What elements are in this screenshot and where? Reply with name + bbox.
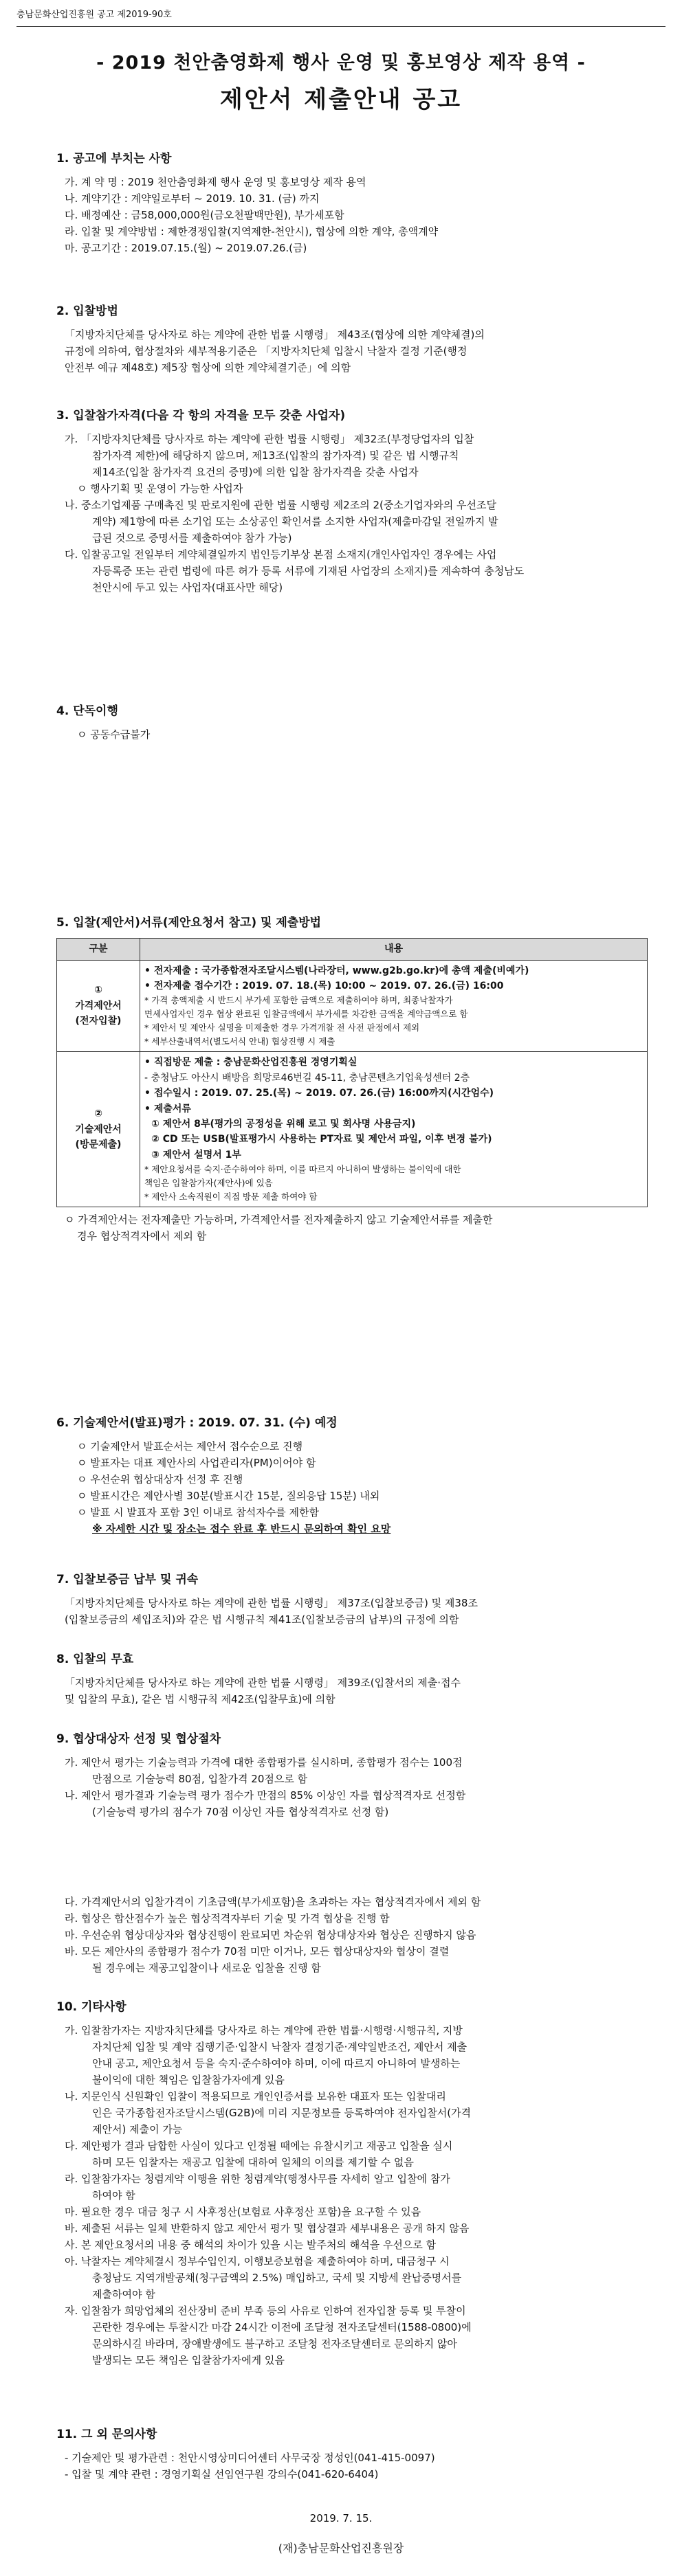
section-4 (56, 702, 648, 743)
table-row (57, 1052, 648, 1207)
s10-line: 다. 제안평가 결과 담합한 사실이 있다고 인정될 때에는 유찰시키고 재공고 입찰을 실시 (65, 2140, 453, 2153)
s11-line: - 기술제안 및 평가관련 : 천안시영상미디어센터 사무국장 정성인(041-415-0097) (65, 2452, 435, 2465)
table-line: ③ 제안서 설명서 1부 (151, 1149, 241, 1161)
section-11-heading: 11. 그 외 문의사항 (56, 2428, 157, 2441)
s1-item: 다. 배정예산 : 금58,000,000원(금오천팔백만원), 부가세포함 (65, 209, 344, 222)
table-header-row (57, 939, 648, 960)
section-1-heading: 1. 공고에 부치는 사항 (56, 152, 172, 166)
s9-da-line: 바. 모든 제안사의 종합평가 점수가 70점 미만 이거나, 모든 협상대상자와 협상이 결렬 (65, 1945, 450, 1958)
s3-ga-sub: ㅇ 행사기획 및 운영이 가능한 사업자 (77, 482, 243, 495)
section-6 (56, 1414, 648, 1537)
s6-line: ㅇ 발표자는 대표 제안사의 사업관리자(PM)이어야 함 (77, 1457, 316, 1470)
s10-line: 제출하여야 함 (92, 2288, 155, 2301)
s8-line: 「지방자치단체를 당사자로 하는 계약에 관한 법률 시행령」 제39조(입찰서의 제출·접수 (65, 1677, 461, 1690)
row-category: 기술제안서 (75, 1123, 122, 1135)
s9-da-line: 라. 협상은 합산점수가 높은 협상적격자부터 기술 및 가격 협상을 진행 함 (65, 1912, 390, 1925)
table-line: 책임은 입찰참가자(제안사)에 있음 (144, 1178, 273, 1189)
s10-item-ra (56, 2171, 648, 2204)
section-9-heading: 9. 협상대상자 선정 및 협상절차 (56, 1732, 221, 1746)
s10-line: 문의하시길 바라며, 장애발생에도 불구하고 조달청 전자조달센터로 문의하지 않아 (92, 2338, 457, 2351)
s9-da-line: 될 경우에는 재공고입찰이나 새로운 입찰을 진행 함 (92, 1962, 321, 1974)
table-header-content: 내용 (140, 939, 648, 960)
header-divider (16, 26, 666, 27)
section-10-heading: 10. 기타사항 (56, 2000, 126, 2014)
s10-item-ga (56, 2022, 648, 2088)
table-row (57, 960, 648, 1052)
s10-item-a (56, 2253, 648, 2303)
s10-line: 인은 국가종합전자조달시스템(G2B)에 미리 지문정보를 등록하여야 전자입찰서(가격 (92, 2107, 472, 2120)
section-2-heading: 2. 입찰방법 (56, 304, 118, 318)
s5-note: 경우 협상적격자에서 제외 함 (77, 1230, 207, 1243)
section-5 (56, 914, 648, 1244)
s3-da-line: 천안시에 두고 있는 사업자(대표사만 해당) (92, 581, 283, 594)
s10-line: 안내 공고, 제안요청서 등을 숙지·준수하여야 하며, 이에 따르지 아니하여 발생하는 (92, 2057, 461, 2070)
section-4-heading: 4. 단독이행 (56, 704, 118, 718)
s10-line: 나. 지문인식 신원확인 입찰이 적용되므로 개인인증서를 보유한 대표자 또는 입찰대리 (65, 2090, 446, 2103)
s7-line: 「지방자치단체를 당사자로 하는 계약에 관한 법률 시행령」 제37조(입찰보증금) 및 제38조 (65, 1597, 478, 1610)
s3-na-line: 계약) 제1항에 따른 소기업 또는 소상공인 확인서를 소지한 사업자(제출마감일 전일까지 발 (92, 515, 498, 528)
row-number: ① (94, 985, 102, 996)
table-cell-content (140, 960, 648, 1052)
s6-line: ㅇ 발표시간은 제안사별 30분(발표시간 15분, 질의응답 15분) 내외 (77, 1490, 380, 1503)
section-8-heading: 8. 입찰의 무효 (56, 1653, 134, 1666)
table-line: * 제안요청서를 숙지·준수하여야 하며, 이를 따르지 아니하여 발생하는 불이익에 대한 (144, 1164, 461, 1175)
section-10 (56, 1998, 648, 2368)
s2-line: 규정에 의하여, 협상절차와 세부적용기준은 「지방자치단체 입찰시 낙찰자 결정 기준(행정 (65, 345, 468, 358)
section-8 (56, 1650, 648, 1707)
s10-line: 하여야 함 (92, 2189, 135, 2202)
s10-line: 자. 입찰참가 희망업체의 전산장비 준비 부족 등의 사유로 인하여 전자입찰 등록 및 투찰이 (65, 2305, 466, 2318)
s11-line: - 입찰 및 계약 관련 : 경영기획실 선임연구원 강의수(041-620-6404) (65, 2468, 379, 2481)
table-cell-content (140, 1052, 648, 1207)
s7-line: (입찰보증금의 세입조치)와 같은 법 시행규칙 제41조(입찰보증금의 납부)의 규정에 의함 (65, 1613, 459, 1626)
s3-da-line: 다. 입찰공고일 전일부터 계약체결일까지 법인등기부상 본점 소재지(개인사업자인 경우에는 사업 (65, 548, 497, 561)
table-line: * 가격 총액제출 시 반드시 부가세 포함한 금액으로 제출하여야 하며, 최종낙찰자가 (144, 995, 453, 1006)
s3-na-line: 급된 것으로 증명서를 제출하여야 참가 가능) (92, 532, 292, 545)
s9-da-line: 마. 우선순위 협상대상자와 협상진행이 완료되면 차순위 협상대상자와 협상은 진행하지 않음 (65, 1929, 476, 1941)
row-category-sub: (전자입찰) (75, 1016, 122, 1027)
s6-line: ㅇ 발표 시 발표자 포함 3인 이내로 참석자수를 제한함 (77, 1506, 319, 1519)
s10-item-ma: 마. 필요한 경우 대금 청구 시 사후정산(보험료 사후정산 포함)을 요구할 수 있음 (65, 2206, 421, 2219)
s10-line: 곤란한 경우에는 투찰시간 마감 24시간 이전에 조달청 전자조달센터(1588-0800)에 (92, 2321, 472, 2334)
notice-number: 충남문화산업진흥원 공고 제2019-90호 (16, 10, 172, 20)
s10-item-na (56, 2088, 648, 2138)
table-line: ① 제안서 8부(평가의 공정성을 위해 로고 및 회사명 사용금지) (151, 1118, 416, 1130)
table-line: • 제출서류 (144, 1103, 191, 1115)
s3-na-line: 나. 중소기업제품 구매촉진 및 판로지원에 관한 법률 시행령 제2조의 2(중소기업자와의 우선조달 (65, 499, 497, 512)
table-line: - 충청남도 아산시 배방읍 희망로46번길 45-11, 충남콘텐츠기업육성센터 2층 (144, 1072, 470, 1084)
s8-line: 및 입찰의 무효), 같은 법 시행규칙 제42조(입찰무효)에 의함 (65, 1693, 336, 1706)
s6-note: ※ 자세한 시간 및 장소는 접수 완료 후 반드시 문의하여 확인 요망 (92, 1523, 391, 1536)
s10-line: 제안서) 제출이 가능 (92, 2123, 183, 2136)
section-3 (56, 407, 648, 596)
s3-ga-line: 제14조(입찰 참가자격 요건의 증명)에 의한 입찰 참가자격을 갖춘 사업자 (92, 466, 419, 479)
s3-da-line: 자등록증 또는 관련 법령에 따른 허가 등록 서류에 기재된 사업장의 소재지)를 계속하여 충청남도 (92, 565, 525, 578)
s10-line: 가. 입찰참가자는 지방자치단체를 당사자로 하는 계약에 관한 법률·시행령·시행규칙, 지방 (65, 2024, 463, 2037)
row-category: 가격제안서 (75, 1000, 122, 1011)
submission-table (56, 938, 648, 1207)
s10-line: 발생되는 모든 책임은 입찰참가자에게 있음 (92, 2354, 285, 2367)
notice-title-line1: - 2019 천안춤영화제 행사 운영 및 홍보영상 제작 용역 - (96, 52, 586, 74)
s10-line: 아. 낙찰자는 계약체결시 정부수입인지, 이행보증보험을 제출하여야 하며, 대금청구 시 (65, 2255, 450, 2268)
table-line: • 접수일시 : 2019. 07. 25.(목) ~ 2019. 07. 26.(금) 16:00까지(시간엄수) (144, 1088, 494, 1099)
s9-ga-line: 만점으로 기술능력 80점, 입찰가격 20점으로 함 (92, 1773, 308, 1786)
s10-item-sa: 사. 본 제안요청서의 내용 중 해석의 차이가 있을 시는 발주처의 해석을 우선으로 함 (65, 2239, 437, 2252)
s10-line: 라. 입찰참가자는 청렴계약 이행을 위한 청렴계약(행정사무를 자세히 알고 입찰에 참가 (65, 2173, 450, 2186)
table-cell-category (57, 960, 140, 1052)
s1-item: 가. 계 약 명 : 2019 천안춤영화제 행사 운영 및 홍보영상 제작 용역 (65, 176, 366, 189)
row-category-sub: (방문제출) (75, 1139, 122, 1150)
table-header-category: 구분 (57, 939, 140, 960)
s10-item-ba: 바. 제출된 서류는 일체 반환하지 않고 제안서 평가 및 협상결과 세부내용은 공개 하지 않음 (65, 2222, 470, 2235)
table-line: • 전자제출 접수기간 : 2019. 07. 18.(목) 10:00 ~ 2019. 07. 26.(금) 16:00 (144, 980, 504, 992)
s2-line: 「지방자치단체를 당사자로 하는 계약에 관한 법률 시행령」 제43조(협상에 의한 계약체결)의 (65, 328, 485, 341)
section-9 (56, 1730, 648, 1820)
s9-na-line: 나. 제안서 평가결과 기술능력 평가 점수가 만점의 85% 이상인 자를 협상적격자로 선정함 (65, 1789, 466, 1802)
table-line: 면세사업자인 경우 협상 완료된 입찰금액에서 부가세를 차감한 금액을 계약금액으로 함 (144, 1009, 468, 1020)
section-2 (56, 302, 648, 376)
s10-line: 자치단체 입찰 및 계약 집행기준·입찰시 낙찰자 결정기준·계약일반조건, 제안서 제출 (92, 2041, 468, 2054)
section-7 (56, 1571, 648, 1628)
table-cell-category (57, 1052, 140, 1207)
section-5-heading: 5. 입찰(제안서)서류(제안요청서 참고) 및 제출방법 (56, 916, 322, 930)
section-7-heading: 7. 입찰보증금 납부 및 귀속 (56, 1573, 199, 1587)
s2-line: 안전부 예규 제48호) 제5장 협상에 의한 계약체결기준」에 의함 (65, 361, 351, 374)
s1-item: 라. 입찰 및 계약방법 : 제한경쟁입찰(지역제한-천안시), 협상에 의한 계약, 총액계약 (65, 225, 439, 238)
table-line: * 제안서 및 제안사 실명을 미제출한 경우 가격개찰 전 사전 판정에서 제외 (144, 1022, 420, 1033)
issuing-organization: (재)충남문화산업진흥원장 (278, 2542, 404, 2555)
section-11 (56, 2426, 648, 2483)
s9-ga-line: 가. 제안서 평가는 기술능력과 가격에 대한 종합평가를 실시하며, 종합평가 점수는 100점 (65, 1756, 463, 1769)
s3-ga-line: 참가자격 제한)에 해당하지 않으며, 제13조(입찰의 참가자격) 및 같은 법 시행규칙 (92, 449, 459, 462)
s10-line: 하며 모든 입찰자는 재공고 입찰에 대하여 일체의 이의를 제기할 수 없음 (92, 2156, 414, 2169)
table-line: • 직접방문 제출 : 충남문화산업진흥원 경영기획실 (144, 1057, 358, 1068)
table-line: ② CD 또는 USB(발표평가시 사용하는 PT자료 및 제안서 파일, 이후 변경 불가) (151, 1134, 492, 1145)
s10-line: 충청남도 지역개발공채(청구금액의 2.5%) 매입하고, 국세 및 지방세 완납증명서를 (92, 2272, 462, 2285)
section-6-heading: 6. 기술제안서(발표)평가 : 2019. 07. 31. (수) 예정 (56, 1416, 338, 1430)
notice-date: 2019. 7. 15. (309, 2512, 373, 2524)
s9-na-line: (기술능력 평가의 점수가 70점 이상인 자를 협상적격자로 선정 함) (92, 1806, 389, 1819)
table-line: * 세부산출내역서(별도서식 안내) 협상진행 시 제출 (144, 1036, 336, 1047)
s3-ga-line: 가. 「지방자치단체를 당사자로 하는 계약에 관한 법률 시행령」 제32조(부정당업자의 입찰 (65, 433, 474, 446)
section-3-heading: 3. 입찰참가자격(다음 각 항의 자격을 모두 갖춘 사업자) (56, 409, 346, 423)
section-1 (56, 150, 648, 256)
s10-line: 불이익에 대한 책임은 입찰참가자에게 있음 (92, 2074, 285, 2087)
s5-note: ㅇ 가격제안서는 전자제출만 가능하며, 가격제안서를 전자제출하지 않고 기술제안서류를 제출한 (65, 1213, 493, 1227)
s9-da-line: 다. 가격제안서의 입찰가격이 기초금액(부가세포함)을 초과하는 자는 협상적격자에서 제외 함 (65, 1896, 481, 1908)
s6-line: ㅇ 기술제안서 발표순서는 제안서 접수순으로 진행 (77, 1440, 303, 1453)
s4-line: ㅇ 공동수급불가 (77, 728, 151, 741)
s10-item-da (56, 2138, 648, 2171)
s6-line: ㅇ 우선순위 협상대상자 선정 후 진행 (77, 1473, 243, 1486)
s10-item-ja (56, 2303, 648, 2368)
table-line: • 전자제출 : 국가종합전자조달시스템(나라장터, www.g2b.go.kr)에 총액 제출(비예가) (144, 965, 529, 976)
notice-title-line2: 제안서 제출안내 공고 (219, 86, 463, 113)
s1-item: 나. 계약기간 : 계약일로부터 ~ 2019. 10. 31. (금) 까지 (65, 192, 320, 205)
section-9-continued (56, 1894, 648, 1976)
s1-item: 마. 공고기간 : 2019.07.15.(월) ~ 2019.07.26.(금) (65, 242, 307, 255)
row-number: ② (94, 1108, 102, 1120)
table-line: * 제안사 소속직원이 직접 방문 제출 하여야 함 (144, 1191, 318, 1202)
